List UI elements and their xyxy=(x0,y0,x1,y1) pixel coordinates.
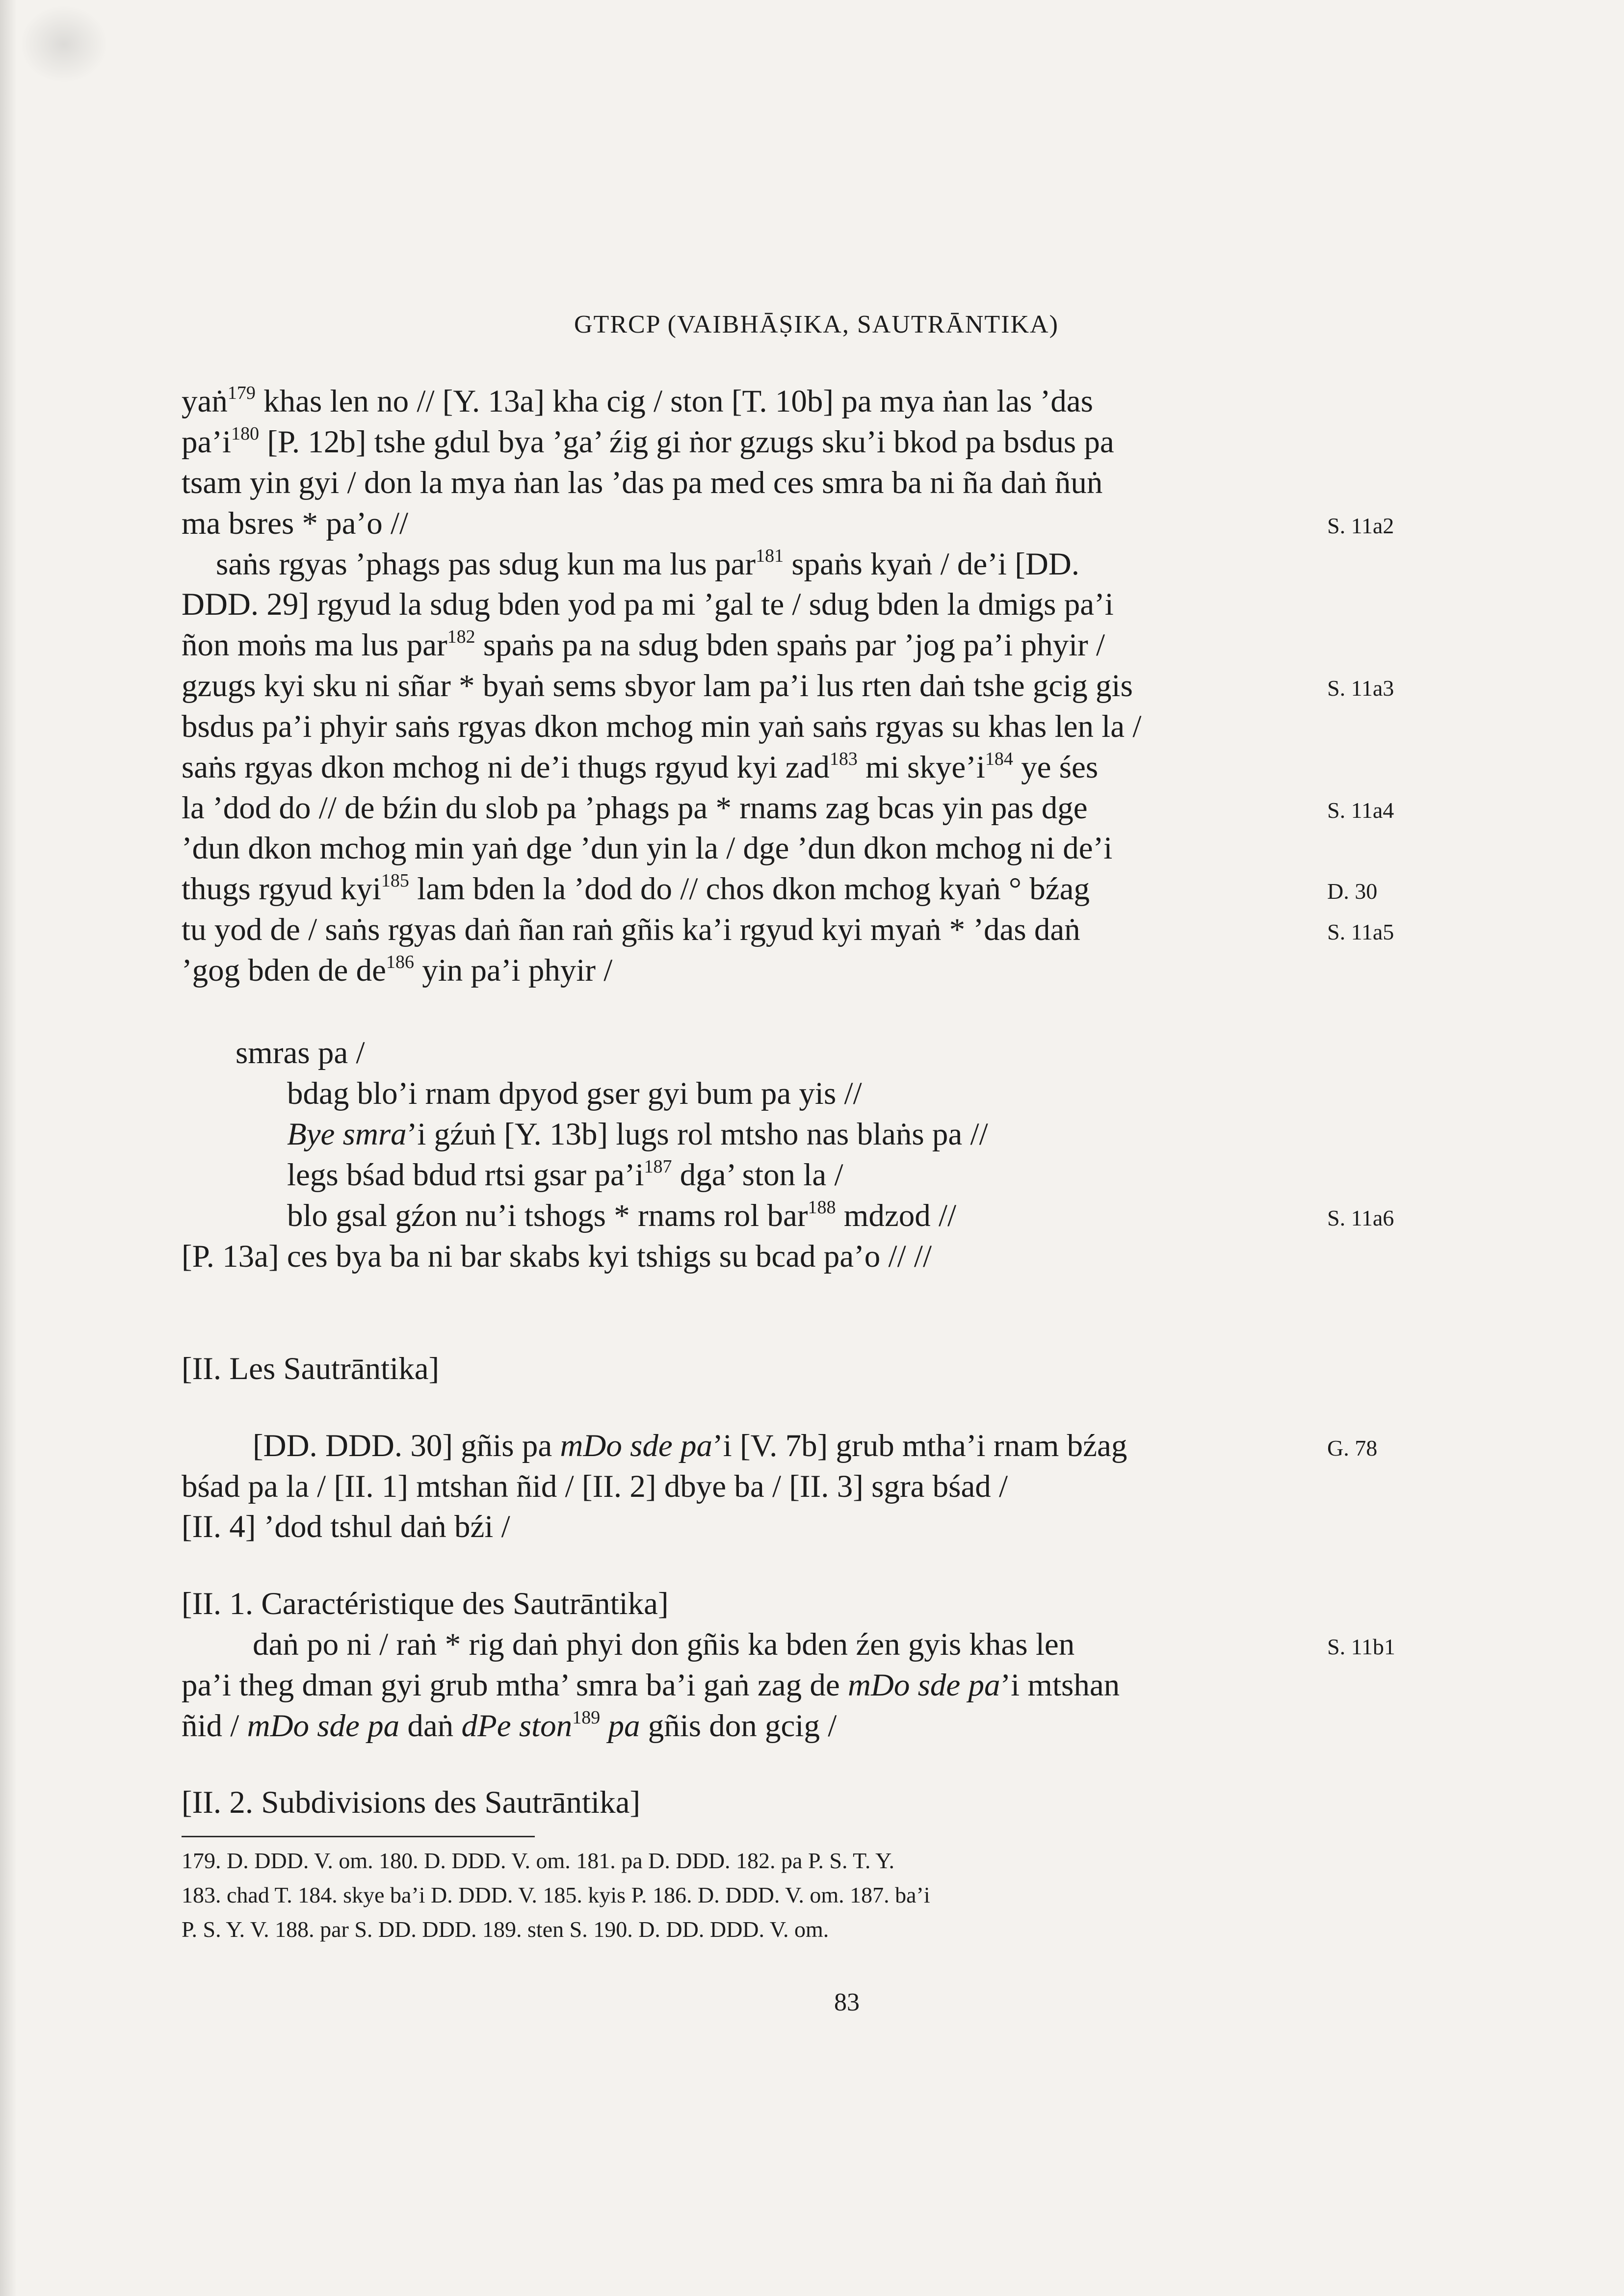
scan-edge-shadow xyxy=(0,0,17,2296)
verse-line: legs bśad bdud rtsi gsar $pa’i^{187}$ dga’ ston la / xyxy=(287,1156,843,1193)
verse-intro: smras pa / xyxy=(236,1035,365,1070)
footnote-line: 179. D. DDD. V. om. 180. D. DDD. V. om. 181. pa D. DDD. 182. pa P. S. T. Y. xyxy=(182,1848,894,1873)
body-line: pa’i theg dman gyi grub mtha’ smra ba’i gaṅ zag de mDo sde pa’i mtshan xyxy=(182,1668,1120,1703)
margin-ref: S. 11b1 xyxy=(1327,1634,1395,1659)
body-line: $pa’i^{180}$ [P. 12b] tshe gdul bya ’ga’ źig gi ṅor gzugs sku’i bkod pa bsdus pa xyxy=(182,423,1114,460)
footnote-line: 183. chad T. 184. skye ba’i D. DDD. V. 185. kyis P. 186. D. DDD. V. om. 187. ba’i xyxy=(182,1882,930,1907)
body-line: [II. 4] ’dod tshul daṅ bźi / xyxy=(182,1509,510,1544)
scan-smudge xyxy=(20,5,108,83)
body-line: DDD. 29] rgyud la sdug bden yod pa mi ’gal te / sdug bden la dmigs pa’i xyxy=(182,587,1114,622)
body-line: [DD. DDD. 30] gñis pa mDo sde pa’i [V. 7b] grub mtha’i rnam bźag xyxy=(253,1428,1127,1463)
body-line: thugs rgyud kyi$^{185}$ lam bden la ’dod do // chos dkon mchog kyaṅ ° bźag xyxy=(182,870,1090,907)
body-line: ’gog bden de $de^{186}$ yin pa’i phyir / xyxy=(182,952,613,988)
body-line: bsdus pa’i phyir saṅs rgyas dkon mchog min yaṅ saṅs rgyas su khas len la / xyxy=(182,709,1142,744)
verse-line: Bye smra’i gźuṅ [Y. 13b] lugs rol mtsho nas blaṅs pa // xyxy=(287,1117,988,1152)
body-line: ñon moṅs ma lus par$^{182}$ spaṅs pa na sdug bden spaṅs par ’jog pa’i phyir / xyxy=(182,626,1105,663)
margin-ref: S. 11a2 xyxy=(1327,513,1394,538)
body-line: gzugs kyi sku ni sñar * byaṅ sems sbyor lam pa’i lus rten daṅ tshe gcig gis xyxy=(182,668,1133,704)
margin-ref: G. 78 xyxy=(1327,1435,1378,1461)
body-line: ’dun dkon mchog min yaṅ dge ’dun yin la / dge ’dun dkon mchog ni de’i xyxy=(182,831,1113,866)
footnote-rule xyxy=(182,1836,535,1837)
subsection-heading: [II. 2. Subdivisions des Sautrāntika] xyxy=(182,1785,641,1820)
verse-line: bdag blo’i rnam dpyod gser gyi bum pa yis // xyxy=(287,1076,862,1111)
body-line: saṅs rgyas dkon mchog ni de’i thugs rgyud kyi zad$^{183}$ mi $skye’i^{184}$ ye śes xyxy=(182,749,1099,785)
body-line: saṅs rgyas ’phags pas sdug kun ma lus par$^{181}$ spaṅs kyaṅ / de’i [DD. xyxy=(216,546,1079,582)
section-heading: [II. Les Sautrāntika] xyxy=(182,1351,440,1386)
verse-line: blo gsal gźon nu’i tshogs * rnams rol bar$^{188}$ mdzod // xyxy=(287,1197,957,1233)
margin-ref: S. 11a6 xyxy=(1327,1205,1394,1230)
margin-ref: D. 30 xyxy=(1327,879,1378,904)
body-line: tsam yin gyi / don la mya ṅan las ’das pa med ces smra ba ni ña daṅ ñuṅ xyxy=(182,465,1103,500)
body-line: la ’dod do // de bźin du slob pa ’phags pa * rnams zag bcas yin pas dge xyxy=(182,790,1088,826)
body-line: ma bsres * pa’o // xyxy=(182,506,409,541)
page-number: 83 xyxy=(834,1988,860,2016)
body-line: yaṅ$^{179}$ khas len no // [Y. 13a] kha cig / ston [T. 10b] pa mya ṅan las ’das xyxy=(182,383,1093,419)
body-line: [P. 13a] ces bya ba ni bar skabs kyi tshigs su bcad pa’o // // xyxy=(182,1239,932,1274)
margin-ref: S. 11a3 xyxy=(1327,676,1394,701)
footnote-line: P. S. Y. V. 188. par S. DD. DDD. 189. sten S. 190. D. DD. DDD. V. om. xyxy=(182,1917,829,1942)
margin-ref: S. 11a4 xyxy=(1327,798,1394,823)
body-line: ñid / mDo sde pa daṅ dPe ston$^{189}$ pa gñis don gcig / xyxy=(182,1707,837,1744)
subsection-heading: [II. 1. Caractéristique des Sautrāntika] xyxy=(182,1586,669,1621)
running-header: GTRCP (VAIBHĀṢIKA, SAUTRĀNTIKA) xyxy=(574,311,1059,339)
body-line: bśad pa la / [II. 1] mtshan ñid / [II. 2] dbye ba / [II. 3] sgra bśad / xyxy=(182,1469,1008,1504)
body-line: tu yod de / saṅs rgyas daṅ ñan raṅ gñis ka’i rgyud kyi myaṅ * ’das daṅ xyxy=(182,912,1080,947)
body-line: daṅ po ni / raṅ * rig daṅ phyi don gñis ka bden źen gyis khas len xyxy=(253,1627,1075,1662)
margin-ref: S. 11a5 xyxy=(1327,919,1394,944)
